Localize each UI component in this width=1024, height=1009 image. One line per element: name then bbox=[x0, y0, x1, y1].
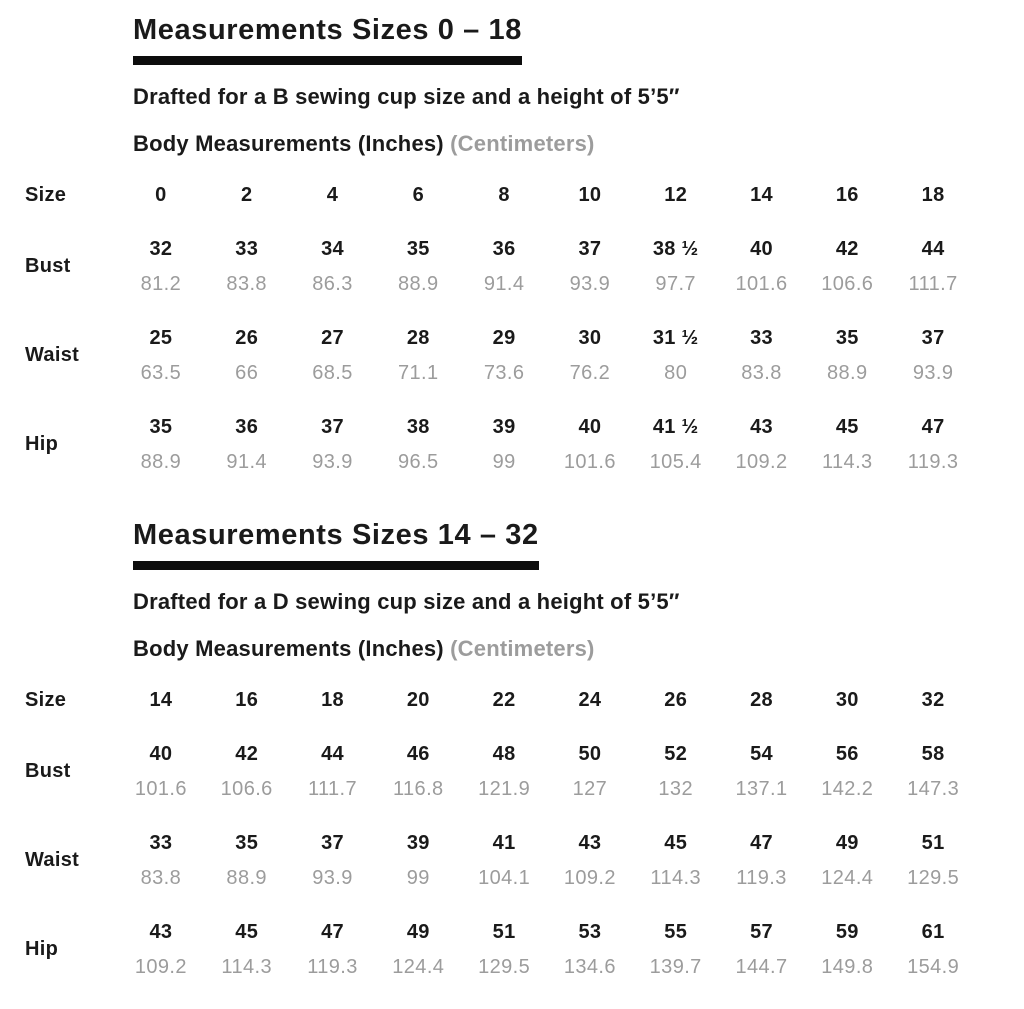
cm-value: 137.1 bbox=[735, 778, 788, 800]
cm-value: 93.9 bbox=[312, 451, 353, 473]
measure-cell bbox=[890, 326, 976, 385]
inches-label: Body Measurements (Inches) bbox=[133, 131, 444, 156]
section-header bbox=[133, 14, 1004, 157]
inches-value: 45 bbox=[835, 416, 859, 438]
row-label: Waist bbox=[25, 344, 80, 366]
cm-value: 101.6 bbox=[563, 451, 616, 473]
cm-value: 109.2 bbox=[563, 867, 616, 889]
size-value: 14 bbox=[750, 184, 773, 206]
cm-value: 88.9 bbox=[827, 362, 868, 384]
measure-row-bust bbox=[0, 237, 1024, 296]
measure-cell bbox=[461, 742, 547, 801]
inches-value: 35 bbox=[235, 832, 259, 854]
cm-value: 119.3 bbox=[736, 867, 787, 889]
size-value: 22 bbox=[492, 689, 516, 711]
cm-value: 63.5 bbox=[140, 362, 182, 384]
cm-value: 88.9 bbox=[226, 867, 267, 889]
inches-value: 39 bbox=[492, 416, 516, 438]
measure-cell bbox=[461, 415, 547, 474]
section-title: Measurements Sizes 0 – 18 bbox=[133, 14, 522, 65]
size-value: 8 bbox=[498, 184, 510, 206]
size-value: 18 bbox=[921, 184, 945, 206]
cm-value: 142.2 bbox=[821, 778, 874, 800]
measure-cell bbox=[890, 237, 976, 296]
cm-value: 99 bbox=[406, 867, 430, 889]
cm-value: 101.6 bbox=[134, 778, 187, 800]
cm-value: 76.2 bbox=[569, 362, 611, 384]
inches-value: 41 ½ bbox=[652, 416, 699, 438]
inches-value: 39 bbox=[406, 832, 430, 854]
size-row bbox=[0, 688, 1024, 712]
measure-cell bbox=[290, 415, 376, 474]
cm-value: 154.9 bbox=[907, 956, 960, 978]
section-title: Measurements Sizes 14 – 32 bbox=[133, 519, 539, 570]
size-value: 16 bbox=[235, 689, 259, 711]
measure-cell bbox=[204, 237, 290, 296]
inches-value: 40 bbox=[750, 238, 773, 260]
inches-value: 40 bbox=[149, 743, 173, 765]
inches-value: 35 bbox=[149, 416, 173, 438]
cm-value: 81.2 bbox=[140, 273, 182, 295]
measure-cell bbox=[719, 920, 805, 979]
measure-cell bbox=[118, 326, 204, 385]
measure-cell bbox=[118, 920, 204, 979]
cm-value: 116.8 bbox=[393, 778, 444, 800]
inches-value: 52 bbox=[664, 743, 688, 765]
cm-value: 83.8 bbox=[140, 867, 182, 889]
measure-cell bbox=[633, 326, 719, 385]
cm-value: 109.2 bbox=[134, 956, 187, 978]
size-value: 2 bbox=[240, 184, 253, 206]
cm-value: 114.3 bbox=[822, 451, 873, 473]
size-value: 18 bbox=[321, 689, 344, 711]
cm-value: 114.3 bbox=[221, 956, 272, 978]
body-measurements-label bbox=[133, 131, 1004, 157]
inches-value: 26 bbox=[235, 327, 259, 349]
size-value: 26 bbox=[664, 689, 688, 711]
measure-cell bbox=[890, 742, 976, 801]
measure-cell bbox=[633, 742, 719, 801]
inches-value: 33 bbox=[235, 238, 259, 260]
measure-cell bbox=[375, 415, 461, 474]
cm-value: 114.3 bbox=[650, 867, 701, 889]
inches-value: 37 bbox=[321, 416, 344, 438]
inches-value: 48 bbox=[492, 743, 516, 765]
cm-value: 124.4 bbox=[392, 956, 445, 978]
cm-value: 111.7 bbox=[307, 778, 358, 800]
section-header bbox=[133, 519, 1004, 662]
inches-value: 29 bbox=[492, 327, 516, 349]
size-row-label: Size bbox=[25, 183, 67, 206]
inches-value: 51 bbox=[492, 921, 516, 943]
inches-value: 51 bbox=[921, 832, 945, 854]
measure-cell bbox=[204, 920, 290, 979]
inches-value: 42 bbox=[235, 743, 259, 765]
cm-value: 129.5 bbox=[478, 956, 531, 978]
size-row-label: Size bbox=[25, 688, 67, 711]
cm-value: 105.4 bbox=[649, 451, 702, 473]
inches-value: 47 bbox=[750, 832, 773, 854]
measure-cell bbox=[118, 831, 204, 890]
measure-cell bbox=[461, 920, 547, 979]
measure-cell bbox=[890, 920, 976, 979]
cm-value: 139.7 bbox=[649, 956, 702, 978]
measure-row-waist bbox=[0, 831, 1024, 890]
cm-value: 147.3 bbox=[907, 778, 960, 800]
measure-cell bbox=[804, 237, 890, 296]
measure-cell bbox=[633, 920, 719, 979]
measure-cell bbox=[375, 326, 461, 385]
size-value: 12 bbox=[664, 184, 688, 206]
centimeters-label: (Centimeters) bbox=[450, 636, 595, 661]
inches-value: 36 bbox=[492, 238, 516, 260]
size-value: 16 bbox=[835, 184, 859, 206]
measure-cell bbox=[290, 831, 376, 890]
size-value: 4 bbox=[326, 184, 339, 206]
cm-value: 119.3 bbox=[307, 956, 358, 978]
cm-value: 93.9 bbox=[569, 273, 611, 295]
measure-cell bbox=[719, 831, 805, 890]
measure-cell bbox=[804, 831, 890, 890]
inches-value: 42 bbox=[835, 238, 859, 260]
body-measurements-label bbox=[133, 636, 1004, 662]
inches-value: 41 bbox=[492, 832, 516, 854]
cm-value: 91.4 bbox=[226, 451, 267, 473]
cm-value: 83.8 bbox=[741, 362, 782, 384]
measure-cell bbox=[118, 415, 204, 474]
measure-cell bbox=[633, 831, 719, 890]
inches-value: 43 bbox=[578, 832, 602, 854]
cm-value: 68.5 bbox=[312, 362, 353, 384]
cm-value: 106.6 bbox=[821, 273, 874, 295]
inches-value: 44 bbox=[321, 743, 344, 765]
cm-value: 119.3 bbox=[907, 451, 959, 473]
measure-cell bbox=[547, 920, 633, 979]
inches-value: 40 bbox=[578, 416, 602, 438]
inches-value: 45 bbox=[664, 832, 688, 854]
measure-row-hip bbox=[0, 920, 1024, 979]
cm-value: 111.7 bbox=[908, 273, 958, 295]
inches-value: 57 bbox=[750, 921, 773, 943]
inches-value: 37 bbox=[921, 327, 945, 349]
measure-cell bbox=[290, 742, 376, 801]
cm-value: 96.5 bbox=[398, 451, 439, 473]
size-row bbox=[0, 183, 1024, 207]
inches-value: 61 bbox=[921, 921, 945, 943]
inches-value: 35 bbox=[835, 327, 859, 349]
size-value: 10 bbox=[578, 184, 602, 206]
cm-value: 86.3 bbox=[312, 273, 353, 295]
inches-value: 35 bbox=[406, 238, 430, 260]
measure-cell bbox=[375, 920, 461, 979]
measure-cell bbox=[890, 831, 976, 890]
cm-value: 104.1 bbox=[478, 867, 531, 889]
size-value: 30 bbox=[835, 689, 859, 711]
cm-value: 101.6 bbox=[735, 273, 788, 295]
inches-value: 31 ½ bbox=[652, 327, 699, 349]
cm-value: 106.6 bbox=[220, 778, 273, 800]
section-sizes-0-18 bbox=[0, 14, 1024, 474]
cm-value: 121.9 bbox=[478, 778, 531, 800]
inches-value: 47 bbox=[921, 416, 945, 438]
measure-cell bbox=[547, 326, 633, 385]
measurements-table bbox=[0, 688, 1024, 979]
measure-cell bbox=[719, 237, 805, 296]
measure-row-waist bbox=[0, 326, 1024, 385]
cm-value: 149.8 bbox=[821, 956, 874, 978]
inches-value: 38 ½ bbox=[652, 238, 699, 260]
row-label: Bust bbox=[25, 255, 71, 277]
cm-value: 83.8 bbox=[226, 273, 267, 295]
drafted-for-subtitle: Drafted for a D sewing cup size and a height of 5’5″ bbox=[133, 589, 680, 614]
centimeters-label: (Centimeters) bbox=[450, 131, 595, 156]
size-value: 6 bbox=[412, 184, 424, 206]
cm-value: 97.7 bbox=[655, 273, 696, 295]
inches-value: 59 bbox=[835, 921, 859, 943]
inches-value: 49 bbox=[835, 832, 859, 854]
size-value: 28 bbox=[750, 689, 773, 711]
cm-value: 80 bbox=[664, 362, 688, 384]
inches-value: 38 bbox=[406, 416, 430, 438]
size-value: 14 bbox=[149, 689, 173, 711]
cm-value: 88.9 bbox=[398, 273, 439, 295]
inches-value: 44 bbox=[921, 238, 945, 260]
inches-value: 49 bbox=[406, 921, 430, 943]
inches-value: 30 bbox=[578, 327, 602, 349]
inches-value: 32 bbox=[149, 238, 173, 260]
measure-cell bbox=[204, 326, 290, 385]
inches-value: 37 bbox=[578, 238, 602, 260]
measure-cell bbox=[719, 326, 805, 385]
inches-value: 33 bbox=[750, 327, 773, 349]
cm-value: 93.9 bbox=[912, 362, 954, 384]
size-value: 0 bbox=[155, 184, 167, 206]
inches-value: 50 bbox=[578, 743, 602, 765]
size-value: 32 bbox=[921, 689, 945, 711]
measure-cell bbox=[290, 326, 376, 385]
measure-cell bbox=[804, 326, 890, 385]
cm-value: 66 bbox=[235, 362, 259, 384]
cm-value: 124.4 bbox=[821, 867, 874, 889]
cm-value: 73.6 bbox=[483, 362, 525, 384]
measure-cell bbox=[290, 920, 376, 979]
cm-value: 91.4 bbox=[483, 273, 525, 295]
inches-value: 25 bbox=[149, 327, 173, 349]
cm-value: 88.9 bbox=[140, 451, 182, 473]
row-label: Bust bbox=[25, 760, 71, 782]
measurements-table bbox=[0, 183, 1024, 474]
measure-cell bbox=[547, 237, 633, 296]
measure-cell bbox=[719, 415, 805, 474]
inches-value: 47 bbox=[321, 921, 344, 943]
measure-cell bbox=[890, 415, 976, 474]
measure-cell bbox=[118, 237, 204, 296]
inches-value: 53 bbox=[578, 921, 602, 943]
inches-value: 56 bbox=[835, 743, 859, 765]
inches-value: 37 bbox=[321, 832, 344, 854]
measure-cell bbox=[204, 742, 290, 801]
measure-cell bbox=[719, 742, 805, 801]
measure-cell bbox=[461, 831, 547, 890]
measure-cell bbox=[633, 237, 719, 296]
inches-value: 43 bbox=[750, 416, 773, 438]
inches-value: 33 bbox=[149, 832, 173, 854]
cm-value: 144.7 bbox=[735, 956, 788, 978]
measure-cell bbox=[461, 326, 547, 385]
row-label: Hip bbox=[25, 433, 59, 455]
cm-value: 99 bbox=[492, 451, 516, 473]
inches-value: 27 bbox=[321, 327, 344, 349]
measure-cell bbox=[204, 831, 290, 890]
inches-label: Body Measurements (Inches) bbox=[133, 636, 444, 661]
inches-value: 54 bbox=[750, 743, 773, 765]
measure-cell bbox=[804, 742, 890, 801]
measure-cell bbox=[290, 237, 376, 296]
inches-value: 46 bbox=[406, 743, 430, 765]
size-value: 24 bbox=[578, 689, 602, 711]
measure-cell bbox=[633, 415, 719, 474]
section-sizes-14-32 bbox=[0, 519, 1024, 979]
measure-row-bust bbox=[0, 742, 1024, 801]
size-value: 20 bbox=[406, 689, 430, 711]
drafted-for-subtitle: Drafted for a B sewing cup size and a height of 5’5″ bbox=[133, 84, 680, 109]
measure-cell bbox=[547, 831, 633, 890]
cm-value: 127 bbox=[572, 778, 608, 800]
cm-value: 134.6 bbox=[563, 956, 616, 978]
measure-cell bbox=[547, 415, 633, 474]
measure-cell bbox=[804, 415, 890, 474]
inches-value: 55 bbox=[664, 921, 688, 943]
inches-value: 34 bbox=[321, 238, 344, 260]
row-label: Hip bbox=[25, 938, 59, 960]
measure-cell bbox=[375, 237, 461, 296]
measure-cell bbox=[461, 237, 547, 296]
cm-value: 93.9 bbox=[312, 867, 353, 889]
measure-cell bbox=[375, 831, 461, 890]
cm-value: 129.5 bbox=[907, 867, 960, 889]
inches-value: 36 bbox=[235, 416, 259, 438]
inches-value: 28 bbox=[406, 327, 430, 349]
measure-row-hip bbox=[0, 415, 1024, 474]
cm-value: 132 bbox=[658, 778, 693, 800]
measure-cell bbox=[204, 415, 290, 474]
inches-value: 45 bbox=[235, 921, 259, 943]
cm-value: 109.2 bbox=[735, 451, 788, 473]
measure-cell bbox=[804, 920, 890, 979]
measure-cell bbox=[118, 742, 204, 801]
inches-value: 58 bbox=[921, 743, 945, 765]
inches-value: 43 bbox=[149, 921, 173, 943]
cm-value: 71.1 bbox=[398, 362, 439, 384]
row-label: Waist bbox=[25, 849, 80, 871]
measure-cell bbox=[375, 742, 461, 801]
measure-cell bbox=[547, 742, 633, 801]
